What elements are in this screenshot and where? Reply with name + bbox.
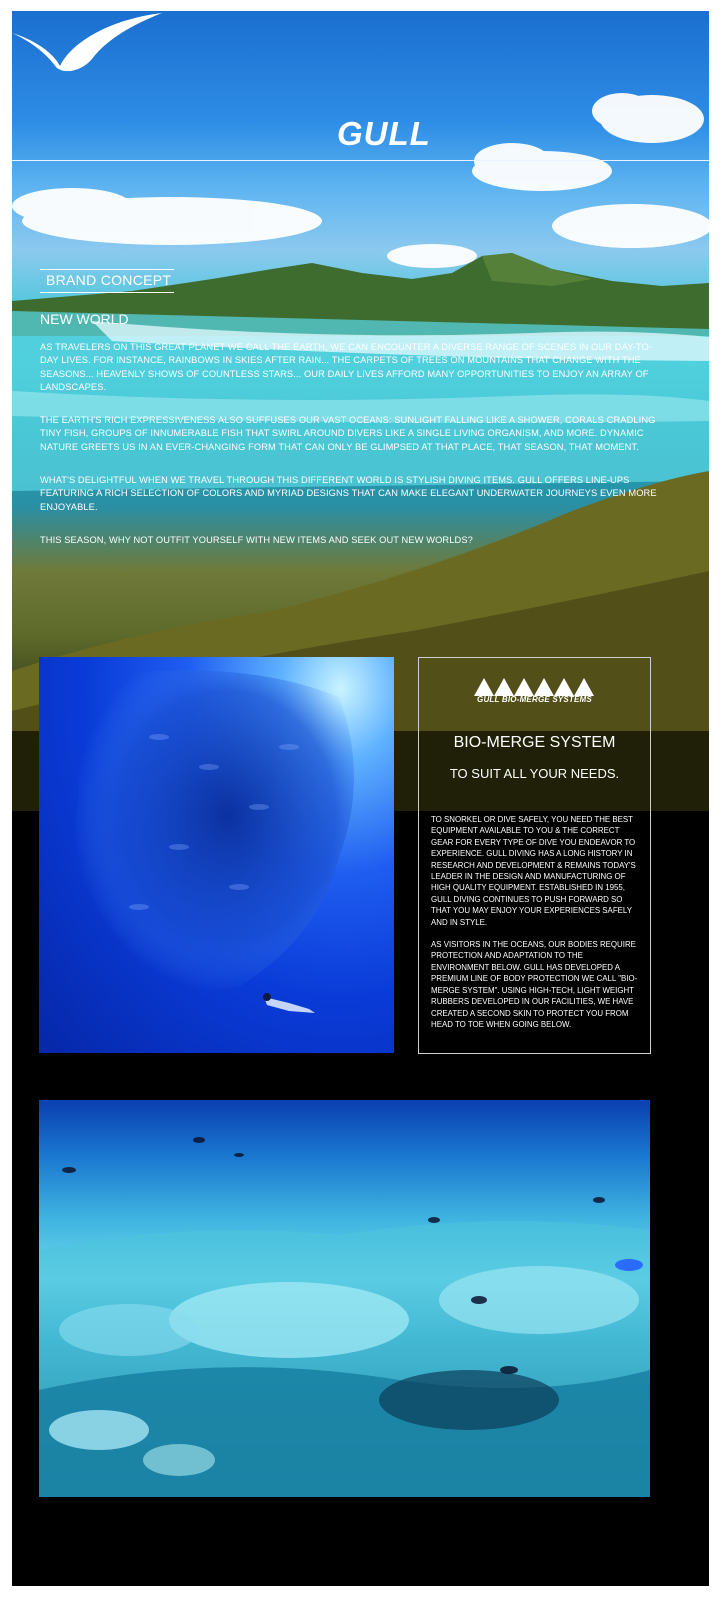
fish-school-image (39, 657, 394, 1053)
bio-merge-brand-mark: GULL BIO-MERGE SYSTEMS (477, 695, 592, 704)
paragraph: WHAT'S DELIGHTFUL WHEN WE TRAVEL THROUGH THIS DIFFERENT WORLD IS STYLISH DIVING ITEMS. GULL OFFERS LINE-UPS FEATURING A RICH SELECTION OF COLORS AND MYRIAD DESIGNS THAT CAN MAKE ELEGANT UNDERWATER JOURNEYS EVEN MORE ENJOYABLE. (40, 475, 657, 512)
section-heading: NEW WORLD (40, 311, 129, 327)
brand-concept-label: BRAND CONCEPT (40, 269, 174, 293)
paragraph: THE EARTH'S RICH EXPRESSIVENESS ALSO SUFFUSES OUR VAST OCEANS: SUNLIGHT FALLING LIKE A SHOWER, CORALS CRADLING TINY FISH, GROUPS OF INNUMERABLE FISH THAT SWIRL AROUND DIVERS LIKE A SINGLE LIVING ORGANISM, AND MORE. DYNAMIC NATURE GREETS US IN AN EVER-CHANGING FORM THAT CAN ONLY BE GLIMPSED AT THAT PLACE, THAT SEASON, THAT MOMENT. (40, 415, 656, 452)
header-divider (12, 160, 709, 161)
coral-reef-scene (39, 1100, 650, 1497)
bio-merge-title: BIO-MERGE SYSTEM (453, 734, 616, 751)
coral-reef-image (39, 1100, 650, 1497)
bio-merge-subtitle: TO SUIT ALL YOUR NEEDS. (449, 766, 620, 781)
brand-logo[interactable]: GULL (337, 115, 431, 152)
brand-concept-copy (40, 341, 660, 567)
gull-bird-icon (12, 11, 212, 81)
paragraph: AS TRAVELERS ON THIS GREAT PLANET WE CALL THE EARTH, WE CAN ENCOUNTER A DIVERSE RANGE OF SCENES IN OUR DAY-TO-DAY LIVES. FOR INSTANCE, RAINBOWS IN SKIES AFTER RAIN... THE CARPETS OF TREES ON MOUNTAINS THAT CHANGE WITH THE SEASONS... HEAVENLY SHOWS OF COUNTLESS STARS... OUR DAILY LIVES AFFORD MANY OPPORTUNITIES TO ENJOY AN ARRAY OF LANDSCAPES. (40, 342, 652, 392)
bio-merge-panel (418, 657, 651, 1054)
paragraph: TO SNORKEL OR DIVE SAFELY, YOU NEED THE BEST EQUIPMENT AVAILABLE TO YOU & THE CORRECT GEAR FOR EVERY TYPE OF DIVE YOU ENDEAVOR TO EXPERIENCE. GULL DIVING HAS A LONG HISTORY IN RESEARCH AND DEVELOPMENT & REMAINS TODAY'S LEADER IN THE DESIGN AND MANUFACTURING OF HIGH QUALITY EQUIPMENT. ESTABLISHED IN 1955, GULL DIVING CONTINUES TO PUSH FORWARD SO THAT YOU MAY ENJOY YOUR EXPERIENCES SAFELY AND IN STYLE. (431, 815, 636, 927)
bio-merge-triangles-icon (474, 676, 596, 696)
page-frame (12, 11, 709, 1586)
paragraph: AS VISITORS IN THE OCEANS, OUR BODIES REQUIRE PROTECTION AND ADAPTATION TO THE ENVIRONMENT BELOW. GULL HAS DEVELOPED A PREMIUM LINE OF BODY PROTECTION WE CALL "BIO-MERGE SYSTEM". USING HIGH-TECH, LIGHT WEIGHT RUBBERS DEVELOPED IN OUR FACILITIES, WE HAVE CREATED A SECOND SKIN TO PROTECT YOU FROM HEAD TO TOE WHEN GOING BELOW. (431, 940, 638, 1029)
bio-merge-copy (431, 814, 639, 1041)
paragraph: THIS SEASON, WHY NOT OUTFIT YOURSELF WITH NEW ITEMS AND SEEK OUT NEW WORLDS? (40, 534, 473, 545)
fish-school-scene (39, 657, 394, 1053)
